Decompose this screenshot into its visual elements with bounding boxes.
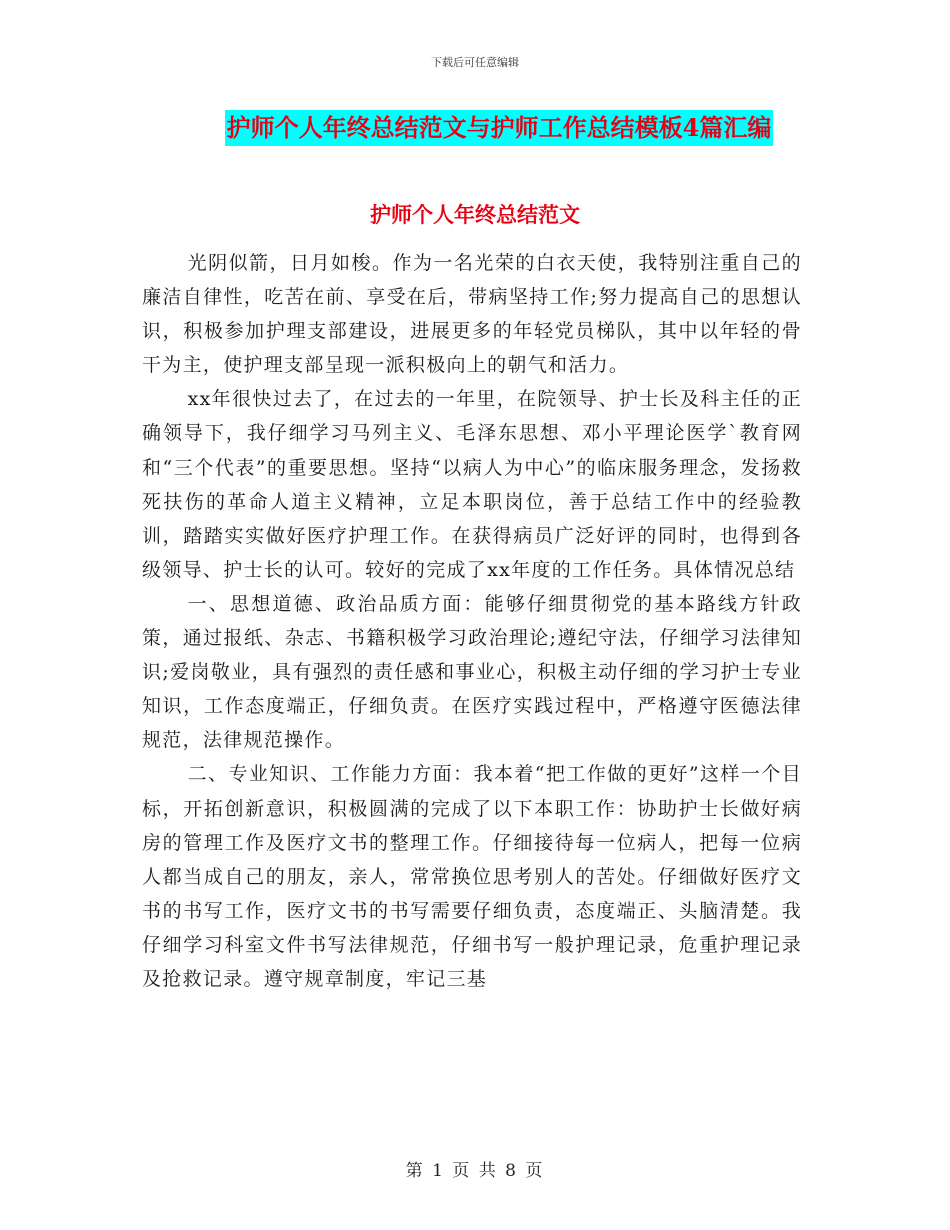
paragraph-1: 光阴似箭，日月如梭。作为一名光荣的白衣天使，我特别注重自己的廉洁自律性，吃苦在前、享受在后，带病坚持工作;努力提高自己的思想认识，积极参加护理支部建设，进展更多的年轻党员梯队，其中以年轻的骨干为主，使护理支部呈现一派积极向上的朝气和活力。	[142, 252, 802, 377]
header-note: 下载后可任意编辑	[431, 56, 519, 69]
body-text	[142, 246, 802, 996]
document-title: 护师个人年终总结范文与护师工作总结模板4篇汇编	[225, 110, 774, 146]
paragraph-4: 二、专业知识、工作能力方面：我本着“把工作做的更好”这样一个目标，开拓创新意识，积极圆满的完成了以下本职工作：协助护士长做好病房的管理工作及医疗文书的整理工作。仔细接待每一位病人，把每一位病人都当成自己的朋友，亲人，常常换位思考别人的苦处。仔细做好医疗文书的书写工作，医疗文书的书写需要仔细负责，态度端正、头脑清楚。我仔细学习科室文件书写法律规范，仔细书写一般护理记录，危重护理记录及抢救记录。遵守规章制度，牢记三基	[142, 763, 802, 990]
document-title-container	[0, 110, 950, 146]
page-footer: 第 1 页 共 8 页	[405, 1161, 545, 1181]
paragraph-3: 一、思想道德、政治品质方面：能够仔细贯彻党的基本路线方针政策，通过报纸、杂志、书籍积极学习政治理论;遵纪守法，仔细学习法律知识;爱岗敬业，具有强烈的责任感和事业心，积极主动仔细的学习护士专业知识，工作态度端正，仔细负责。在医疗实践过程中，严格遵守医德法律规范，法律规范操作。	[142, 592, 802, 752]
section-title: 护师个人年终总结范文	[370, 202, 580, 227]
paragraph-2: xx年很快过去了，在过去的一年里，在院领导、护士长及科主任的正确领导下，我仔细学习马列主义、毛泽东思想、邓小平理论医学`教育网和“三个代表”的重要思想。坚持“以病人为中心”的临床服务理念，发扬救死扶伤的革命人道主义精神，立足本职岗位，善于总结工作中的经验教训，踏踏实实做好医疗护理工作。在获得病员广泛好评的同时，也得到各级领导、护士长的认可。较好的完成了xx年度的工作任务。具体情况总结	[142, 388, 802, 581]
